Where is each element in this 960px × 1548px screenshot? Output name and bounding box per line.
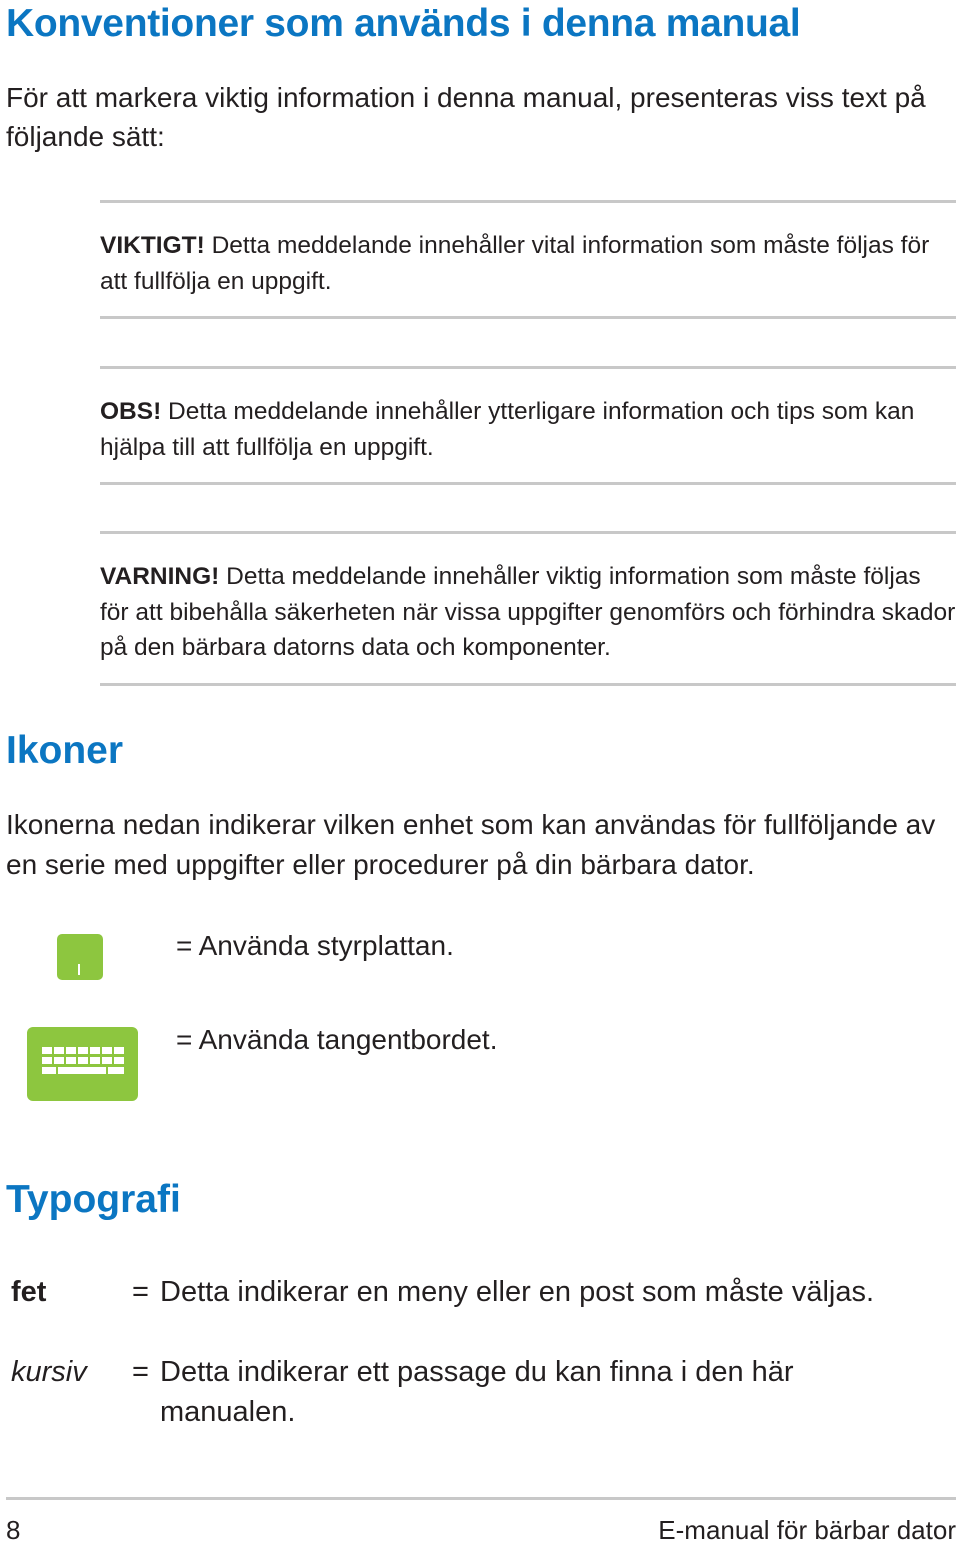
typography-heading: Typografi	[6, 1178, 181, 1221]
obs-label: OBS!	[100, 398, 162, 425]
equals-sign: =	[132, 1356, 149, 1388]
page-number: 8	[6, 1515, 21, 1545]
italic-term: kursiv	[11, 1356, 87, 1388]
important-text: Detta meddelande innehåller vital information som måste följas för att fullfölja en uppgift.	[100, 232, 930, 295]
icons-intro: Ikonerna nedan indikerar vilken enhet som kan användas för fullföljande av en serie med uppgifter eller procedurer på din bärbara dator.	[6, 809, 936, 880]
note-divider	[100, 200, 956, 203]
note-divider	[100, 683, 956, 686]
keyboard-icon	[27, 1027, 138, 1101]
conventions-heading: Konventioner som används i denna manual	[6, 2, 801, 45]
bold-description	[132, 1272, 892, 1312]
touchpad-description: = Använda styrplattan.	[176, 930, 454, 961]
obs-text: Detta meddelande innehåller ytterligare information och tips som kan hjälpa till att fullfölja en uppgift.	[100, 398, 915, 461]
important-label: VIKTIGT!	[100, 232, 205, 259]
warning-text: Detta meddelande innehåller viktig information som måste följas för att bibehålla säkerheten när vissa uppgifter genomförs och förhindra skador på den bärbara datorns data och komponenter.	[100, 563, 956, 661]
italic-description-text: Detta indikerar ett passage du kan finna i den här manualen.	[160, 1356, 794, 1428]
equals-sign: =	[132, 1276, 149, 1308]
keyboard-description: = Använda tangentbordet.	[176, 1024, 498, 1055]
touchpad-icon	[57, 934, 103, 980]
note-divider	[100, 316, 956, 319]
bold-description-text: Detta indikerar en meny eller en post som måste väljas.	[160, 1276, 875, 1308]
footer-divider	[6, 1497, 956, 1500]
italic-description	[132, 1352, 832, 1432]
important-note	[100, 228, 956, 299]
obs-note	[100, 394, 956, 465]
bold-term: fet	[11, 1276, 47, 1308]
note-divider	[100, 482, 956, 485]
footer-title: E-manual för bärbar dator	[658, 1515, 956, 1545]
conventions-intro: För att markera viktig information i denna manual, presenteras viss text på följande sätt:	[6, 82, 926, 152]
note-divider	[100, 366, 956, 369]
warning-note	[100, 559, 956, 666]
icons-heading: Ikoner	[6, 729, 124, 772]
warning-label: VARNING!	[100, 563, 220, 590]
note-divider	[100, 531, 956, 534]
